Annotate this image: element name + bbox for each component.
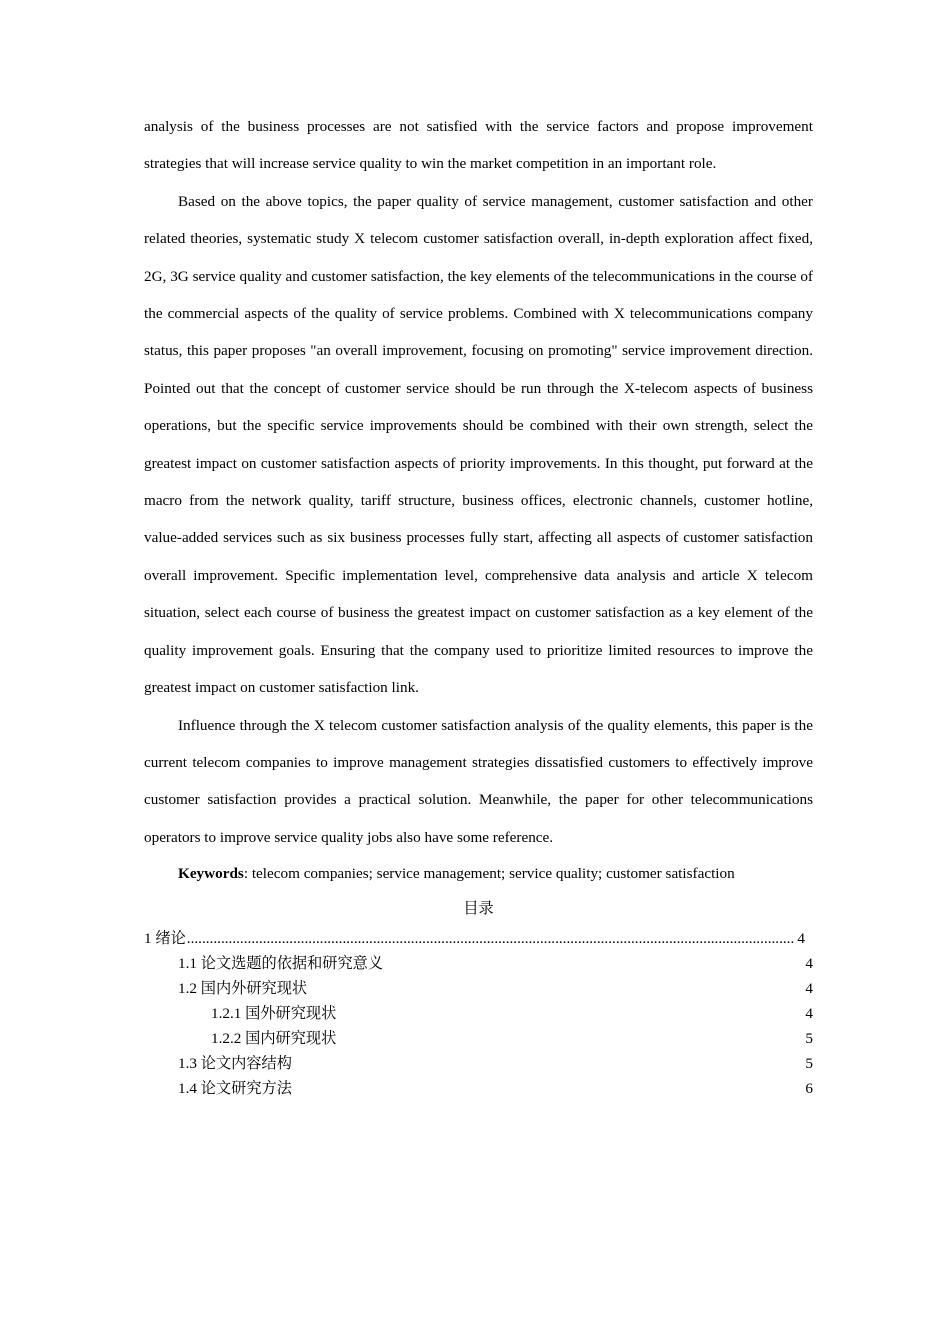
toc-entry-page: 4 [805, 1005, 813, 1023]
toc-entry-label: 1.3 论文内容结构 [178, 1055, 292, 1073]
toc-entry-page: 6 [805, 1080, 813, 1098]
toc-title: 目录 [463, 900, 494, 918]
toc-entry[interactable] [144, 976, 813, 1001]
toc-entry-page: 4 [797, 930, 805, 948]
toc-entry-label: 1.2 国内外研究现状 [178, 980, 308, 998]
document-page [144, 108, 813, 1101]
toc-entry-label: 1.2.1 国外研究现状 [211, 1005, 337, 1023]
toc-entry-page: 5 [805, 1055, 813, 1073]
keywords-line [144, 856, 813, 891]
body-paragraph-1: analysis of the business processes are not satisfied with the service factors and propose improvement strategies that will increase service quality to win the market competition in an important role. [144, 118, 813, 173]
toc-entry-label: 1 绪论 [144, 930, 186, 948]
body-paragraph-3: Influence through the X telecom customer satisfaction analysis of the quality elements, this paper is the current telecom companies to improve management strategies dissatisfied customers to effectively improve customer satisfaction provides a practical solution. Meanwhile, the paper for other telecommunications operators to improve service quality jobs also have some reference. [144, 716, 813, 846]
toc-entry[interactable] [144, 1001, 813, 1026]
table-of-contents [144, 926, 813, 1101]
body-paragraph-2: Based on the above topics, the paper quality of service management, customer satisfaction and other related theories, systematic study X telecom customer satisfaction overall, in-depth exploration affect fixed, 2G, 3G service quality and customer satisfaction, the key elements of the telecommunications in the course of the commercial aspects of the quality of service problems. Combined with X telecommunications company status, this paper proposes "an overall improvement, focusing on promoting" service improvement direction. Pointed out that the concept of customer service should be run through the X-telecom aspects of business operations, but the specific service improvements should be combined with their own strength, select the greatest impact on customer satisfaction aspects of priority improvements. In this thought, put forward at the macro from the network quality, tariff structure, business offices, electronic channels, customer hotline, value-added services such as six business processes fully start, affecting all aspects of customer satisfaction overall improvement. Specific implementation level, comprehensive data analysis and article X telecom situation, select each course of business the greatest impact on customer satisfaction as a key element of the quality improvement goals. Ensuring that the company used to prioritize limited resources to improve the greatest impact on customer satisfaction link. [144, 192, 813, 697]
toc-entry-page: 4 [805, 980, 813, 998]
toc-entry-label: 1.1 论文选题的依据和研究意义 [178, 955, 384, 973]
toc-entry-page: 4 [805, 955, 813, 973]
toc-entry[interactable] [144, 1076, 813, 1101]
toc-entry-label: 1.2.2 国内研究现状 [211, 1030, 337, 1048]
toc-leader [187, 926, 794, 951]
toc-entry[interactable] [144, 926, 813, 951]
toc-entry-label: 1.4 论文研究方法 [178, 1080, 292, 1098]
toc-entry[interactable] [144, 1051, 813, 1076]
toc-entry[interactable] [144, 951, 813, 976]
toc-entry-page: 5 [805, 1030, 813, 1048]
keywords-text: : telecom companies; service management; service quality; customer satisfaction [243, 865, 735, 883]
keywords-label: Keywords [178, 865, 244, 883]
toc-entry[interactable] [144, 1026, 813, 1051]
